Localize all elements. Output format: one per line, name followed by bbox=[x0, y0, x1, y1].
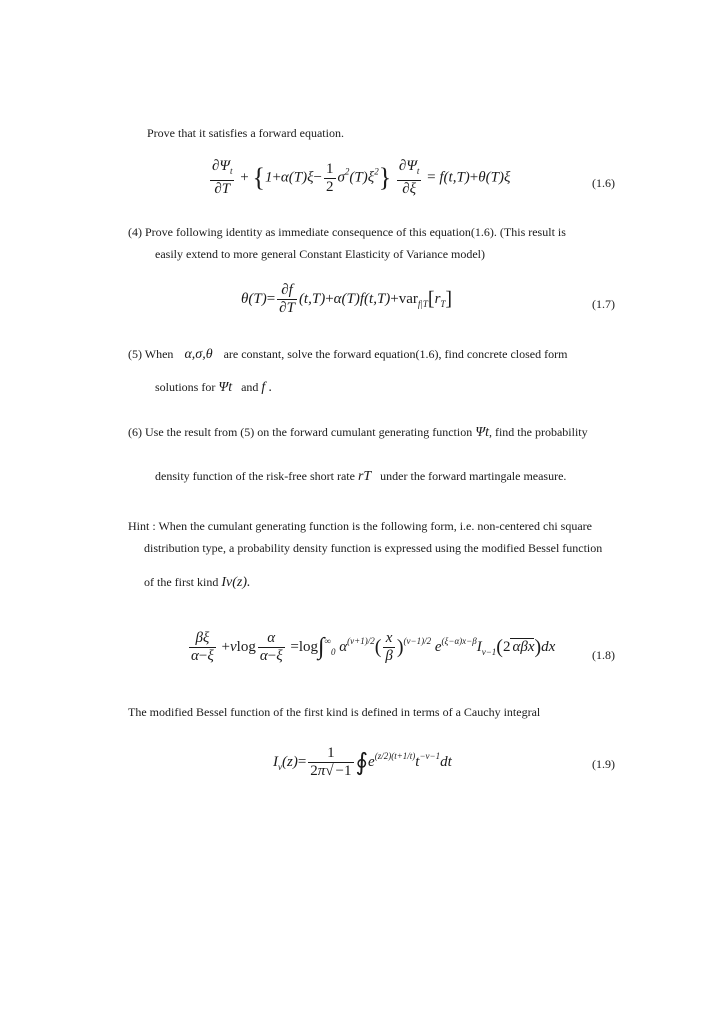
equation-number-1-9: (1.9) bbox=[592, 757, 615, 771]
equation-number-1-7: (1.7) bbox=[592, 297, 615, 311]
item-5-constants: α,σ,θ bbox=[184, 347, 213, 362]
item-5-f: f . bbox=[261, 380, 273, 395]
item-5-solutions-text: solutions for bbox=[155, 380, 216, 394]
item-6-line-1 bbox=[128, 424, 588, 441]
hint-bessel-symbol: Iν(z). bbox=[221, 575, 251, 590]
equation-1-7: θ(T)= $\frac{\partial f}{\partial T}$ $(t,T)+\alpha(T)f(t,T)+var_{f|T}[r_T]$ bbox=[241, 282, 453, 316]
item-4-line-1: (4) Prove following identity as immediate consequence of this equation(1.6). (This result is bbox=[128, 225, 566, 239]
item-6-text-d: under the forward martingale measure. bbox=[380, 469, 567, 483]
equation-number-1-8: (1.8) bbox=[592, 648, 615, 662]
item-6-line-2 bbox=[155, 468, 566, 485]
item-5-and: and bbox=[241, 380, 259, 394]
item-5-psi: Ψt bbox=[218, 380, 233, 395]
equation-1-8: $\frac{\beta\xi}{\alpha-\xi}$ +νlog $\frac{\alpha}{\alpha-\xi}$ $=\log\int^\infty_0$ $\alpha^{(\nu+1)/2}$( $\frac{x}{\beta}$ )$^{(\nu-1)/2}$ $e^{(\xi-\alpha)x-\beta}I_{\nu-1}(2$ αβx)dx bbox=[191, 630, 556, 664]
hint-line-3 bbox=[144, 574, 250, 591]
equation-1-6: $\frac{\partial\Psi_t}{\partial T}$ + {1+α(T)ξ− $\frac{1}{2}$ $\sigma^2(T)\xi^2$} $\frac{\partial\Psi_t}{\partial\xi}$ = f(t,T)+θ(T)ξ bbox=[212, 158, 511, 197]
item-6-text-a: (6) Use the result from (5) on the forward cumulant generating function bbox=[128, 425, 473, 439]
intro-text: Prove that it satisfies a forward equation. bbox=[147, 126, 344, 140]
hint-line-2: distribution type, a probability density function is expressed using the modified Bessel function bbox=[144, 541, 603, 555]
item-5-when: (5) When bbox=[128, 347, 174, 361]
equation-number-1-6: (1.6) bbox=[592, 176, 615, 190]
item-6-psi: Ψt bbox=[475, 425, 489, 440]
item-5-line-1 bbox=[128, 346, 567, 363]
item-5-line-2 bbox=[155, 379, 272, 396]
hint-line-1: Hint : When the cumulant generating function is the following form, i.e. non-centered chi square bbox=[128, 519, 592, 533]
item-5-rest: are constant, solve the forward equation(1.6), find concrete closed form bbox=[223, 347, 568, 361]
item-6-text-b: , find the probability bbox=[488, 425, 588, 439]
bessel-definition-text: The modified Bessel function of the first kind is defined in terms of a Cauchy integral bbox=[128, 705, 541, 719]
item-6-r: rT bbox=[357, 469, 372, 484]
item-6-text-c: density function of the risk-free short rate bbox=[155, 469, 355, 483]
hint-first-kind-text: of the first kind bbox=[144, 575, 219, 589]
item-4-line-2: easily extend to more general Constant Elasticity of Variance model) bbox=[155, 247, 486, 261]
equation-1-9: $I_\nu(z)=$ $\frac{1}{2\pi√ -1}$ $∮e^{(z/2)(t+1/t)}t^{-\nu-1}dt$ bbox=[273, 745, 452, 779]
